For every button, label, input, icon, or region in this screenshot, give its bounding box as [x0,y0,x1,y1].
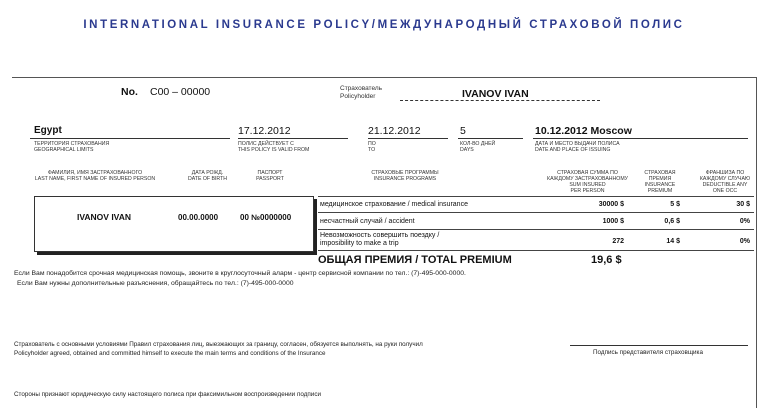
program-premium-medical: 5 $ [670,201,680,208]
policyholder-label-en: Policyholder [340,93,376,100]
program-label-trip: Невозможность совершить поездку / imposibility to make a trip [320,232,440,247]
emergency-note: Если Вам понадобится срочная медицинская помощь, звоните в круглосуточный аларм - центр сервисной компании по тел.: (7)-495-000-0000. [14,270,466,277]
valid-to-value: 21.12.2012 [368,125,421,137]
issue-label: ДАТА И МЕСТО ВЫДАЧИ ПОЛИСА DATE AND PLACE OF ISSUING [535,141,620,153]
programs-top-line [318,196,754,197]
policy-banner-title: INTERNATIONAL INSURANCE POLICY/МЕЖДУНАРОДНЫЙ СТРАХОВОЙ ПОЛИС [83,19,685,31]
days-underline [458,138,523,139]
column-header-deductible: ФРАНШИЗА ПО КАЖДОМУ СЛУЧАЮ DEDUCTIBLE ANY ONE OCC [699,170,751,194]
agreement-ru: Страхователь с основными условиями Правил страхования лиц, выезжающих за границу, согласен, обязуется выполнять, на руки получил [14,341,423,348]
valid-from-value: 17.12.2012 [238,125,291,137]
program-premium-accident: 0,6 $ [664,218,680,225]
territory-value: Egypt [34,125,62,136]
program-sum-trip: 272 [612,238,624,245]
program-sum-medical: 30000 $ [598,201,624,208]
program-premium-trip: 14 $ [666,238,680,245]
issue-date-place-value: 10.12.2012 Moscow [535,125,632,137]
program-deductible-accident: 0% [739,218,750,225]
insured-name: IVANOV IVAN [77,212,131,222]
policyholder-underline [400,100,600,101]
agreement-en: Policyholder agreed, obtained and committed himself to execute the main terms and conditions of the Insurance [14,350,326,357]
insured-person-box [34,196,314,252]
days-value: 5 [460,125,466,137]
column-header-passport: ПАСПОРТ PASSPORT [256,170,284,182]
valid-from-label: ПОЛИС ДЕЙСТВУЕТ С THIS POLICY IS VALID FROM [238,141,310,153]
days-label: КОЛ-ВО ДНЕЙ DAYS [460,141,496,153]
column-header-dob: ДАТА РОЖД. DATE OF BIRTH [187,170,227,182]
column-header-name: ФАМИЛИЯ, ИМЯ ЗАСТРАХОВАННОГО LAST NAME, FIRST NAME OF INSURED PERSON [34,170,156,182]
territory-underline [30,138,230,139]
valid-from-underline [238,138,348,139]
program-label-medical: медицинское страхование / medical insurance [320,201,468,208]
column-header-sum: СТРАХОВАЯ СУММА ПО КАЖДОМУ ЗАСТРАХОВАННОМУ SUM INSURED PER PERSON [547,170,628,194]
total-premium-label: ОБЩАЯ ПРЕМИЯ / TOTAL PREMIUM [318,254,512,266]
program-deductible-medical: 30 $ [736,201,750,208]
valid-to-label: ПО TO [368,141,376,153]
valid-to-underline [368,138,448,139]
program-divider-3 [318,250,754,251]
insured-dob: 00.00.0000 [178,213,219,222]
issue-underline [533,138,748,139]
territory-label: ТЕРРИТОРИЯ СТРАХОВАНИЯ GEOGRAPHICAL LIMITS [34,141,110,153]
policyholder-name: IVANOV IVAN [462,88,529,100]
program-divider-2 [318,229,754,230]
policyholder-label-ru: Страхователь [340,85,383,92]
info-note: Если Вам нужны дополнительные разъяснения, обращайтесь по тел.: (7)-495-000-0000 [17,280,294,287]
policy-number-label: No. [121,86,138,98]
program-divider-1 [318,212,754,213]
signature-label: Подпись представителя страховщика [593,349,703,356]
signature-line [570,345,748,346]
policy-number: C00 – 00000 [150,86,211,98]
facsimile-note: Стороны признают юридическую силу настоящего полиса при факсимильном воспроизведении подписи [14,391,321,398]
total-premium-value: 19,6 $ [591,254,622,266]
program-deductible-trip: 0% [739,238,750,245]
insured-passport: 00 №0000000 [240,213,292,222]
column-header-programs: СТРАХОВЫЕ ПРОГРАММЫ INSURANCE PROGRAMS [371,170,439,182]
column-header-premium: СТРАХОВАЯ ПРЕМИЯ INSURANCE PREMIUM [644,170,676,194]
program-sum-accident: 1000 $ [602,218,624,225]
program-label-accident: несчастный случай / accident [320,218,415,225]
